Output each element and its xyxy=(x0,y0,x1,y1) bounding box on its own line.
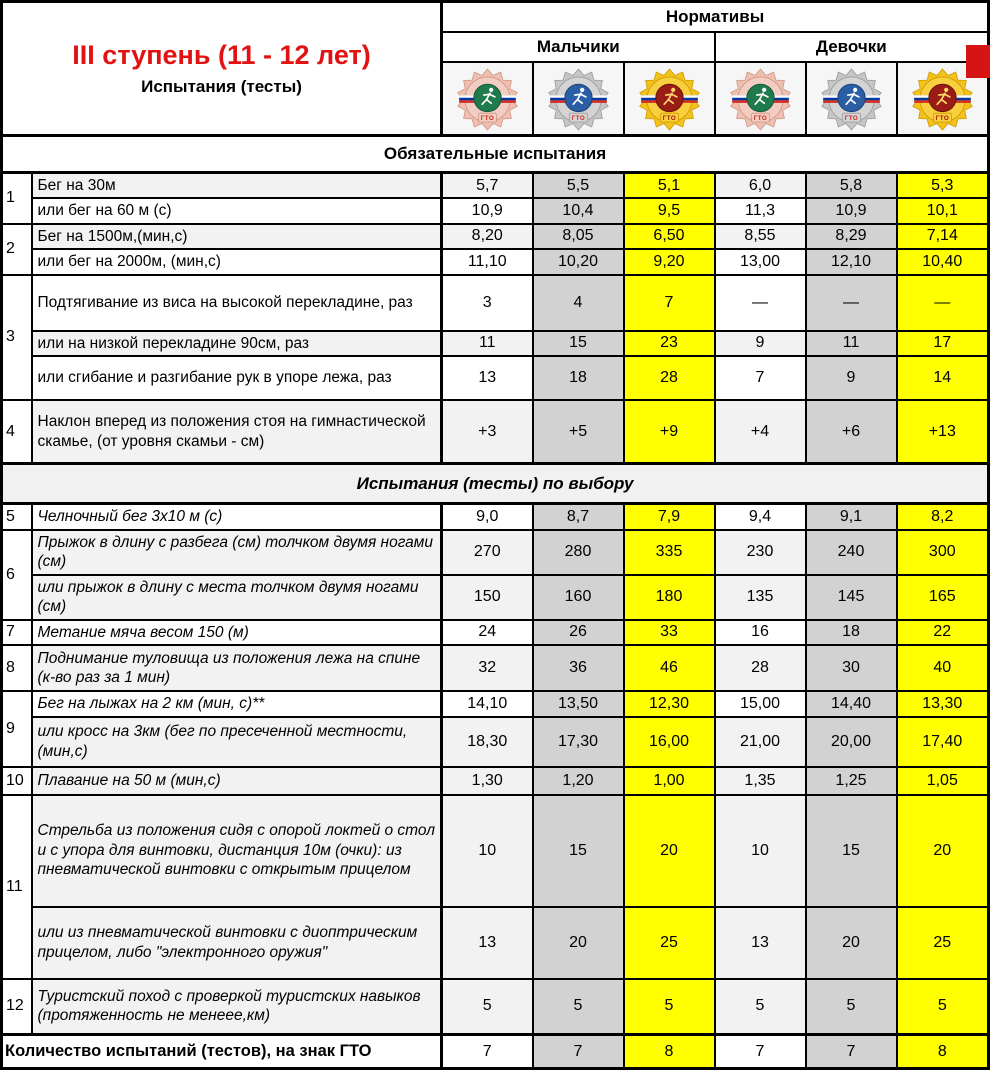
bronze-value-cell: 15,00 xyxy=(715,691,806,716)
table-row xyxy=(2,979,989,1035)
silver-value-cell: 145 xyxy=(806,575,897,620)
bronze-value-cell: 32 xyxy=(442,645,533,691)
gold-value-cell: +9 xyxy=(624,400,715,464)
table-row xyxy=(2,275,989,331)
silver-value-cell: 30 xyxy=(806,645,897,691)
gold-value-cell: 7,14 xyxy=(897,224,989,249)
silver-value-cell: 17,30 xyxy=(533,717,624,767)
bronze-value-cell: 13 xyxy=(442,356,533,400)
table-title-cell xyxy=(2,2,442,136)
row-number: 12 xyxy=(2,979,32,1035)
gold-value-cell: 5,1 xyxy=(624,173,715,199)
svg-text:ГТО: ГТО xyxy=(571,115,585,123)
bronze-value-cell: 7 xyxy=(715,356,806,400)
gold-value-cell: 17 xyxy=(897,331,989,356)
gto-silver-badge-icon xyxy=(806,62,897,136)
bronze-value-cell: 7 xyxy=(442,1035,533,1069)
bronze-value-cell: 9 xyxy=(715,331,806,356)
bronze-value-cell: 16 xyxy=(715,620,806,645)
silver-value-cell: 20 xyxy=(806,907,897,979)
gold-value-cell: 1,00 xyxy=(624,767,715,795)
gold-value-cell: 16,00 xyxy=(624,717,715,767)
table-row xyxy=(2,795,989,907)
svg-text:ГТО: ГТО xyxy=(480,115,494,123)
bronze-value-cell: 11,3 xyxy=(715,198,806,223)
silver-value-cell: 280 xyxy=(533,530,624,575)
gold-value-cell: 5 xyxy=(897,979,989,1035)
gold-value-cell: 20 xyxy=(897,795,989,907)
bronze-value-cell: 8,20 xyxy=(442,224,533,249)
gold-value-cell: 28 xyxy=(624,356,715,400)
bronze-value-cell: +4 xyxy=(715,400,806,464)
silver-value-cell: 36 xyxy=(533,645,624,691)
bronze-value-cell: 150 xyxy=(442,575,533,620)
bronze-value-cell: 1,35 xyxy=(715,767,806,795)
silver-value-cell: 5 xyxy=(533,979,624,1035)
row-number: 7 xyxy=(2,620,32,645)
test-label: Челночный бег 3х10 м (с) xyxy=(32,504,442,530)
test-label: Стрельба из положения сидя с опорой локтей о стол и с упора для винтовки, дистанция 10м (очки): из пневматической винтовки с открытым прицелом xyxy=(32,795,442,907)
gold-value-cell: 7,9 xyxy=(624,504,715,530)
gold-value-cell: 9,20 xyxy=(624,249,715,274)
bronze-value-cell: — xyxy=(715,275,806,331)
table-row xyxy=(2,331,989,356)
silver-value-cell: 12,10 xyxy=(806,249,897,274)
normativy-header: Нормативы xyxy=(442,2,989,33)
bronze-value-cell: 1,30 xyxy=(442,767,533,795)
test-label: Бег на лыжах на 2 км (мин, с)** xyxy=(32,691,442,716)
bronze-value-cell: 18,30 xyxy=(442,717,533,767)
svg-text:ГТО: ГТО xyxy=(935,115,949,123)
section-header: Испытания (тесты) по выбору xyxy=(2,464,989,504)
test-label: или бег на 2000м, (мин,с) xyxy=(32,249,442,274)
row-number: 4 xyxy=(2,400,32,464)
bronze-value-cell: 24 xyxy=(442,620,533,645)
silver-value-cell: +6 xyxy=(806,400,897,464)
silver-value-cell: 18 xyxy=(533,356,624,400)
gold-value-cell: 9,5 xyxy=(624,198,715,223)
test-label: Наклон вперед из положения стоя на гимнастической скамье, (от уровня скамьи - см) xyxy=(32,400,442,464)
silver-value-cell: 5 xyxy=(806,979,897,1035)
silver-value-cell: 26 xyxy=(533,620,624,645)
gold-value-cell: 6,50 xyxy=(624,224,715,249)
test-label: Прыжок в длину с разбега (см) толчком двумя ногами (см) xyxy=(32,530,442,575)
gold-value-cell: 33 xyxy=(624,620,715,645)
test-label: или прыжок в длину с места толчком двумя ногами (см) xyxy=(32,575,442,620)
gold-value-cell: 8,2 xyxy=(897,504,989,530)
table-row xyxy=(2,356,989,400)
page-title: III ступень (11 - 12 лет) xyxy=(72,40,371,71)
footer-row xyxy=(2,1035,989,1069)
bronze-value-cell: 10,9 xyxy=(442,198,533,223)
svg-text:ГТО: ГТО xyxy=(844,115,858,123)
gold-value-cell: 23 xyxy=(624,331,715,356)
table-row xyxy=(2,907,989,979)
table-row xyxy=(2,717,989,767)
row-number: 8 xyxy=(2,645,32,691)
test-label: Поднимание туловища из положения лежа на спине (к-во раз за 1 мин) xyxy=(32,645,442,691)
table-row xyxy=(2,691,989,716)
silver-value-cell: 15 xyxy=(533,331,624,356)
row-number: 6 xyxy=(2,530,32,620)
silver-value-cell: +5 xyxy=(533,400,624,464)
silver-value-cell: 10,20 xyxy=(533,249,624,274)
svg-text:ГТО: ГТО xyxy=(662,115,676,123)
gold-value-cell: 25 xyxy=(897,907,989,979)
bronze-value-cell: 8,55 xyxy=(715,224,806,249)
bronze-value-cell: 13,00 xyxy=(715,249,806,274)
bronze-value-cell: 11 xyxy=(442,331,533,356)
test-label: или кросс на 3км (бег по пресеченной местности, (мин,с) xyxy=(32,717,442,767)
test-label: или из пневматической винтовки с диоптрическим прицелом, либо "электронного оружия" xyxy=(32,907,442,979)
bronze-value-cell: 14,10 xyxy=(442,691,533,716)
gold-value-cell: 5,3 xyxy=(897,173,989,199)
table-row xyxy=(2,173,989,199)
bronze-value-cell: 135 xyxy=(715,575,806,620)
test-label: Плавание на 50 м (мин,с) xyxy=(32,767,442,795)
silver-value-cell: 14,40 xyxy=(806,691,897,716)
bronze-value-cell: 10 xyxy=(715,795,806,907)
table-row xyxy=(2,504,989,530)
silver-value-cell: 7 xyxy=(533,1035,624,1069)
silver-value-cell: 1,25 xyxy=(806,767,897,795)
gold-value-cell: 335 xyxy=(624,530,715,575)
girls-header: Девочки xyxy=(715,32,989,62)
row-number: 3 xyxy=(2,275,32,400)
gold-value-cell: 14 xyxy=(897,356,989,400)
bronze-value-cell: 28 xyxy=(715,645,806,691)
row-number: 5 xyxy=(2,504,32,530)
table-row xyxy=(2,767,989,795)
row-number: 1 xyxy=(2,173,32,224)
table-row xyxy=(2,198,989,223)
test-label: или на низкой перекладине 90см, раз xyxy=(32,331,442,356)
gold-value-cell: 17,40 xyxy=(897,717,989,767)
silver-value-cell: 8,29 xyxy=(806,224,897,249)
silver-value-cell: — xyxy=(806,275,897,331)
silver-value-cell: 11 xyxy=(806,331,897,356)
table-row xyxy=(2,249,989,274)
table-row xyxy=(2,224,989,249)
gold-value-cell: — xyxy=(897,275,989,331)
gold-value-cell: 20 xyxy=(624,795,715,907)
silver-value-cell: 1,20 xyxy=(533,767,624,795)
bronze-value-cell: 5,7 xyxy=(442,173,533,199)
bronze-value-cell: 230 xyxy=(715,530,806,575)
bronze-value-cell: 21,00 xyxy=(715,717,806,767)
silver-value-cell: 10,9 xyxy=(806,198,897,223)
gold-value-cell: 12,30 xyxy=(624,691,715,716)
svg-text:ГТО: ГТО xyxy=(753,115,767,123)
bronze-value-cell: 7 xyxy=(715,1035,806,1069)
gold-value-cell: 8 xyxy=(624,1035,715,1069)
red-corner-marker xyxy=(966,45,990,78)
silver-value-cell: 15 xyxy=(533,795,624,907)
gold-value-cell: 5 xyxy=(624,979,715,1035)
table-body xyxy=(2,136,989,1069)
gold-value-cell: 25 xyxy=(624,907,715,979)
table-row xyxy=(2,620,989,645)
gold-value-cell: 7 xyxy=(624,275,715,331)
gto-silver-badge-icon xyxy=(533,62,624,136)
test-label: или бег на 60 м (с) xyxy=(32,198,442,223)
row-number: 11 xyxy=(2,795,32,979)
silver-value-cell: 9,1 xyxy=(806,504,897,530)
bronze-value-cell: +3 xyxy=(442,400,533,464)
test-label: Подтягивание из виса на высокой перекладине, раз xyxy=(32,275,442,331)
test-label: Туристский поход с проверкой туристских навыков (протяженность не менеее,км) xyxy=(32,979,442,1035)
bronze-value-cell: 5 xyxy=(442,979,533,1035)
row-number: 9 xyxy=(2,691,32,766)
bronze-value-cell: 270 xyxy=(442,530,533,575)
bronze-value-cell: 6,0 xyxy=(715,173,806,199)
boys-header: Мальчики xyxy=(442,32,715,62)
test-label: Метание мяча весом 150 (м) xyxy=(32,620,442,645)
page-subtitle: Испытания (тесты) xyxy=(141,76,302,96)
gto-bronze-badge-icon xyxy=(715,62,806,136)
gold-value-cell: 13,30 xyxy=(897,691,989,716)
gold-value-cell: 8 xyxy=(897,1035,989,1069)
gold-value-cell: 1,05 xyxy=(897,767,989,795)
silver-value-cell: 5,8 xyxy=(806,173,897,199)
bronze-value-cell: 9,4 xyxy=(715,504,806,530)
silver-value-cell: 20,00 xyxy=(806,717,897,767)
section-header: Обязательные испытания xyxy=(2,136,989,173)
bronze-value-cell: 3 xyxy=(442,275,533,331)
bronze-value-cell: 11,10 xyxy=(442,249,533,274)
gold-value-cell: 180 xyxy=(624,575,715,620)
footer-label: Количество испытаний (тестов), на знак ГТО xyxy=(2,1035,442,1069)
gold-value-cell: 40 xyxy=(897,645,989,691)
test-label: или сгибание и разгибание рук в упоре лежа, раз xyxy=(32,356,442,400)
gto-bronze-badge-icon xyxy=(442,62,533,136)
table-row xyxy=(2,575,989,620)
bronze-value-cell: 9,0 xyxy=(442,504,533,530)
gto-gold-badge-icon xyxy=(624,62,715,136)
row-number: 10 xyxy=(2,767,32,795)
gold-value-cell: 10,40 xyxy=(897,249,989,274)
silver-value-cell: 15 xyxy=(806,795,897,907)
gold-value-cell: 165 xyxy=(897,575,989,620)
bronze-value-cell: 13 xyxy=(715,907,806,979)
gold-value-cell: +13 xyxy=(897,400,989,464)
row-number: 2 xyxy=(2,224,32,275)
silver-value-cell: 8,7 xyxy=(533,504,624,530)
bronze-value-cell: 10 xyxy=(442,795,533,907)
silver-value-cell: 18 xyxy=(806,620,897,645)
silver-value-cell: 10,4 xyxy=(533,198,624,223)
bronze-value-cell: 13 xyxy=(442,907,533,979)
test-label: Бег на 1500м,(мин,с) xyxy=(32,224,442,249)
gold-value-cell: 10,1 xyxy=(897,198,989,223)
table-row xyxy=(2,645,989,691)
gold-value-cell: 300 xyxy=(897,530,989,575)
silver-value-cell: 7 xyxy=(806,1035,897,1069)
silver-value-cell: 4 xyxy=(533,275,624,331)
gold-value-cell: 46 xyxy=(624,645,715,691)
table-row xyxy=(2,530,989,575)
table-row xyxy=(2,400,989,464)
bronze-value-cell: 5 xyxy=(715,979,806,1035)
silver-value-cell: 13,50 xyxy=(533,691,624,716)
silver-value-cell: 5,5 xyxy=(533,173,624,199)
test-label: Бег на 30м xyxy=(32,173,442,199)
silver-value-cell: 20 xyxy=(533,907,624,979)
silver-value-cell: 8,05 xyxy=(533,224,624,249)
silver-value-cell: 9 xyxy=(806,356,897,400)
silver-value-cell: 240 xyxy=(806,530,897,575)
silver-value-cell: 160 xyxy=(533,575,624,620)
gold-value-cell: 22 xyxy=(897,620,989,645)
